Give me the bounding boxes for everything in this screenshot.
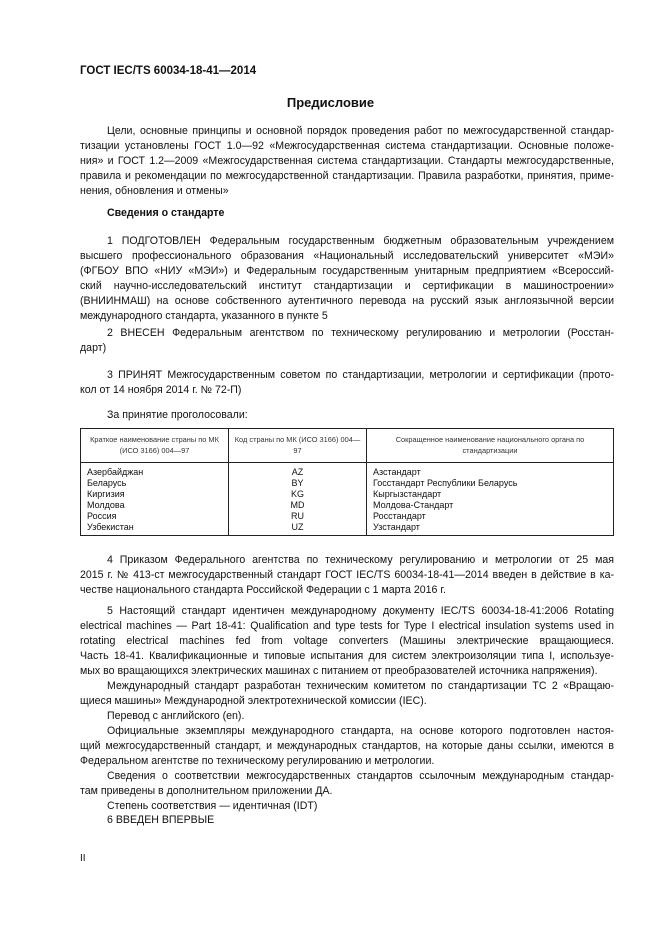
text-line: нения, обновления и отмены» [80,185,229,197]
item-1-paragraph [80,234,614,324]
page-number: II [80,853,86,864]
text-line: щий межгосударственный стандарт, и международных стандартов, на которые даны ссылки, имеются в [80,740,614,752]
text-line: Сведения о соответствии межгосударственных стандартов ссылочным международным стандар- [107,770,614,782]
table-row [81,511,614,522]
text-line: тизации установлены ГОСТ 1.0—92 «Межгосударственная система стандартизации. Основные положе- [80,140,614,152]
table-row [81,463,614,479]
text-line: rotating electrical machines fed from voltage converters (Машины электрические вращающиеся. [80,635,614,647]
standard-code: ГОСТ IEC/TS 60034-18-41—2014 [80,65,257,77]
text-line: ния» и ГОСТ 1.2—2009 «Межгосударственная система стандартизации. Стандарты межгосударственные, [80,155,614,167]
text-line: (ФГБОУ ВПО «НИУ «МЭИ») и Федеральным государственным унитарным предприятием «Всероссий- [80,265,614,277]
text-line: честве национального стандарта Российской Федерации с 1 марта 2016 г. [80,584,446,596]
cell-code: BY [229,478,367,489]
text-line: Перевод с английского (en). [107,710,245,722]
text-line: 4 Приказом Федерального агентства по техническому регулированию и метрологии от 25 мая [107,554,614,566]
text-line: ский научно-исследовательский институт стандартизации и сертификации в машиностроении» [80,280,614,292]
cell-code: MD [229,500,367,511]
section-heading: Сведения о стандарте [107,207,225,219]
cell-body: Госстандарт Республики Беларусь [367,478,614,489]
cell-code: UZ [229,522,367,536]
cell-code: KG [229,489,367,500]
header-body: Сокращенное наименование национального органа по стандартизации [367,429,614,463]
table-header-row [81,429,614,463]
text-line: Международный стандарт разработан техническим комитетом по стандартизации ТС 2 «Вращаю- [107,680,614,692]
table-row [81,478,614,489]
table-row [81,489,614,500]
text-line: там приведены в дополнительном приложении ДА. [80,785,333,797]
text-line: Часть 18-41. Квалификационные и типовые испытания для систем электроизоляции типа I, используе- [80,650,614,662]
text-line: кол от 14 ноября 2014 г. № 72-П) [80,384,242,396]
text-line: 5 Настоящий стандарт идентичен международному документу IEC/TS 60034-18-41:2006 Rotating [107,605,614,617]
table-row [81,522,614,536]
cell-country: Россия [81,511,229,522]
cell-body: Росстандарт [367,511,614,522]
item-6: 6 ВВЕДЕН ВПЕРВЫЕ [107,814,215,826]
item-2-paragraph [80,326,614,356]
text-line: международного стандарта, указанного в пункте 5 [80,310,328,322]
text-line: высшего профессионального образования «Национальный исследовательский университет «МЭИ» [80,250,614,262]
cell-country: Азербайджан [81,463,229,479]
text-line: мых во вращающихся электрических машинах с питанием от преобразователей источника напряжения). [80,665,598,677]
text-line: electrical machines — Part 18-41: Qualification and type tests for Type I electrical insulation systems used in [80,620,614,632]
text-line: 2015 г. № 413-ст межгосударственный стандарт ГОСТ IEC/TS 60034-18-41—2014 введен в действие в ка- [80,569,614,581]
voted-label: За принятие проголосовали: [107,409,248,421]
voting-table [80,428,614,536]
text-line: 1 ПОДГОТОВЛЕН Федеральным государственным бюджетным образовательным учреждением [107,235,614,247]
table-row [81,500,614,511]
text-line: щиеся машины» Международной электротехнической комиссии (IEC). [80,695,427,707]
text-line: 3 ПРИНЯТ Межгосударственным советом по стандартизации, метрологии и сертификации (прото- [107,369,614,381]
cell-body: Молдова-Стандарт [367,500,614,511]
item-3-paragraph [80,368,614,398]
cell-code: AZ [229,463,367,479]
cell-body: Азстандарт [367,463,614,479]
cell-body: Кыргызстандарт [367,489,614,500]
cell-code: RU [229,511,367,522]
item-4-paragraph [80,553,614,598]
cell-country: Узбекистан [81,522,229,536]
text-line: правила и рекомендации по межгосударственной стандартизации. Правила разработки, принятия, приме- [80,170,614,182]
text-line: Официальные экземпляры международного стандарта, на основе которого подготовлен настоя- [107,725,614,737]
intro-paragraph [80,124,614,199]
cell-country: Беларусь [81,478,229,489]
text-line: Цели, основные принципы и основной порядок проведения работ по межгосударственной стандар- [107,125,614,137]
header-country: Краткое наименование страны по МК (ИСО 3166) 004—97 [81,429,229,463]
cell-country: Киргизия [81,489,229,500]
page-title: Предисловие [286,95,375,110]
text-line: 2 ВНЕСЕН Федеральным агентством по техническому регулированию и метрологии (Росстан- [107,327,614,339]
text-line: (ВНИИНМАШ) на основе собственного аутентичного перевода на русский язык англоязычной версии [80,295,614,307]
text-line: Степень соответствия — идентичная (IDT) [107,800,318,812]
text-line: дарт) [80,342,107,354]
item-5-paragraph [80,604,614,814]
cell-body: Узстандарт [367,522,614,536]
cell-country: Молдова [81,500,229,511]
text-line: Федеральном агентстве по техническому регулированию и метрологии. [80,755,435,767]
header-code: Код страны по МК (ИСО 3166) 004—97 [229,429,367,463]
